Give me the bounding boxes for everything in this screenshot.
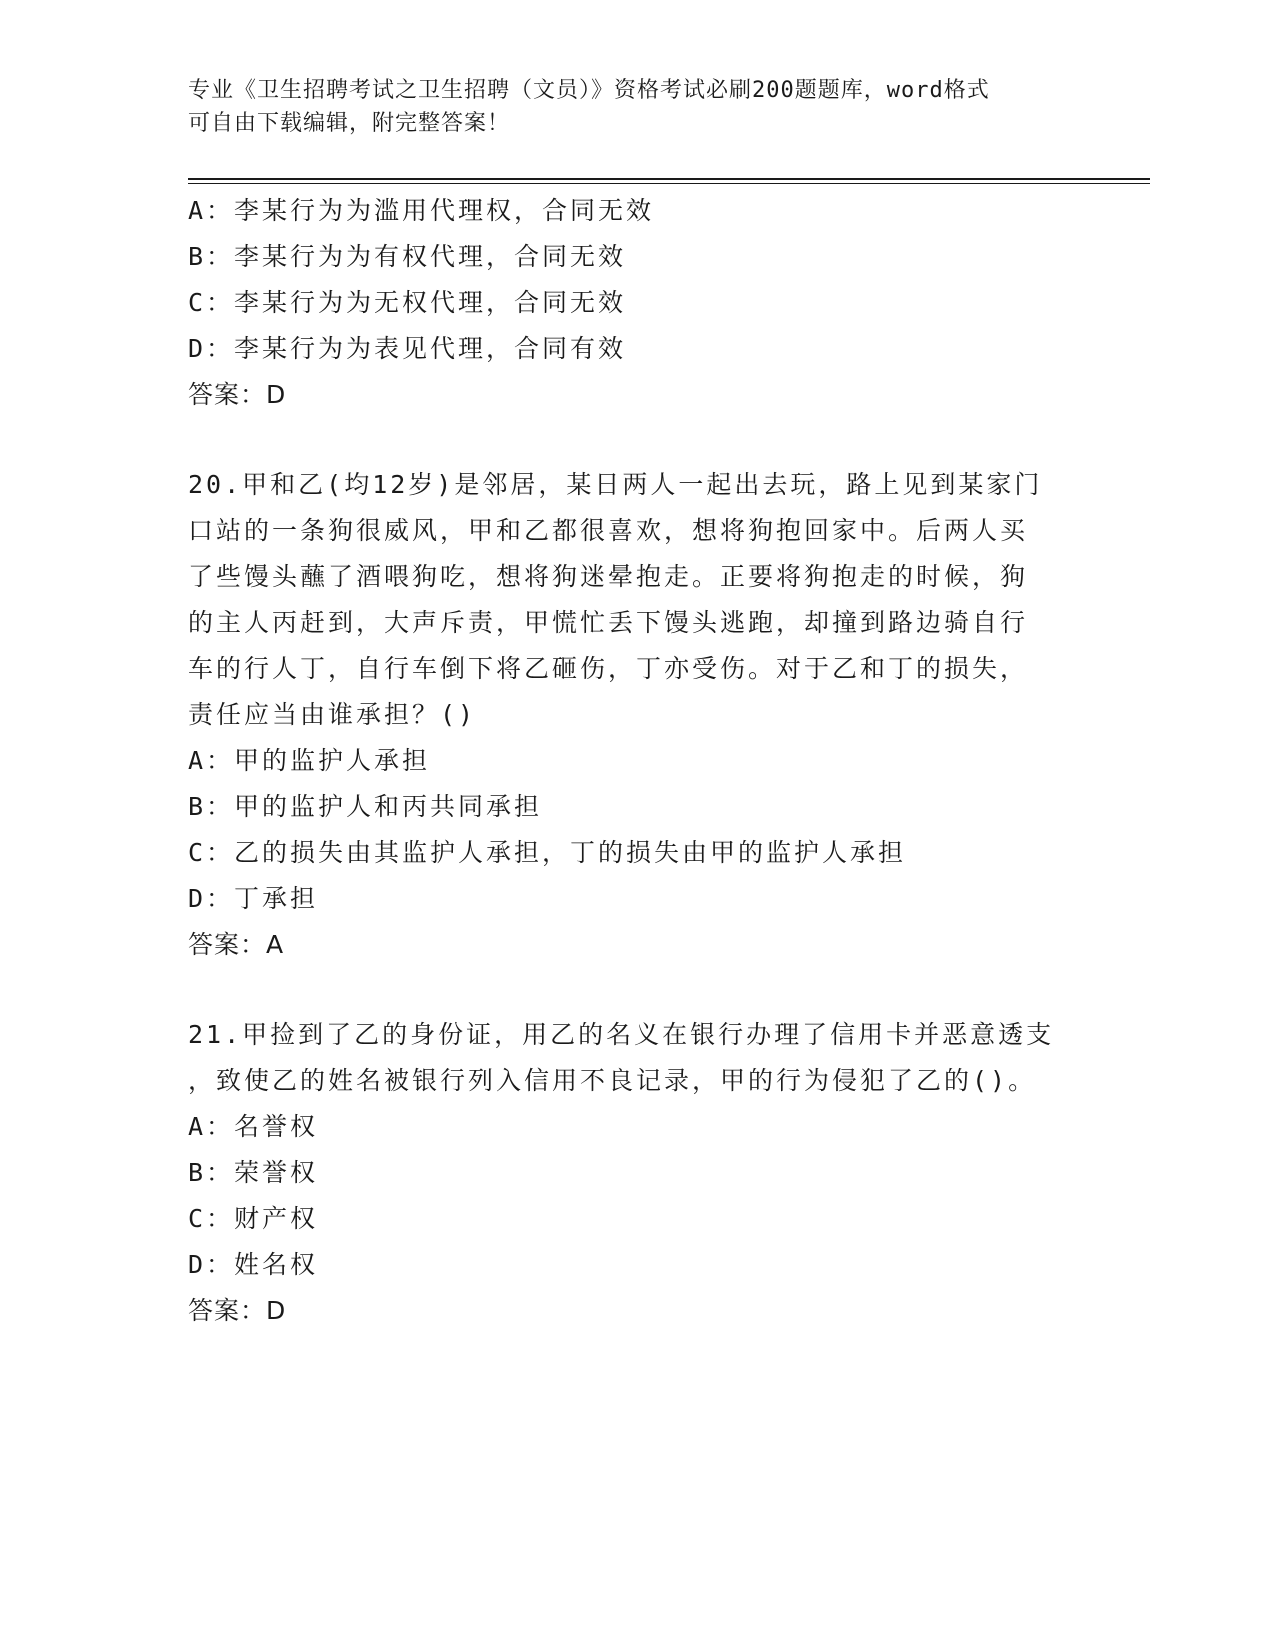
option-a: A：甲的监护人承担 xyxy=(188,746,431,775)
answer-line: 答案：D xyxy=(188,1296,287,1325)
question-text-line: 车的行人丁，自行车倒下将乙砸伤，丁亦受伤。对于乙和丁的损失， xyxy=(188,654,1029,683)
question-block-19 xyxy=(188,188,1078,418)
question-text-line: 20.甲和乙(均12岁)是邻居，某日两人一起出去玩，路上见到某家门 xyxy=(188,470,1043,499)
question-text-line: 的主人丙赶到，大声斥责，甲慌忙丢下馒头逃跑，却撞到路边骑自行 xyxy=(188,608,1029,637)
question-block-21 xyxy=(188,1012,1078,1334)
option-b: B：甲的监护人和丙共同承担 xyxy=(188,792,543,821)
question-text-line: 21.甲捡到了乙的身份证，用乙的名义在银行办理了信用卡并恶意透支 xyxy=(188,1020,1055,1049)
document-header xyxy=(188,74,1088,140)
header-title-line-2: 可自由下载编辑，附完整答案！ xyxy=(188,111,511,136)
option-d: D：姓名权 xyxy=(188,1250,319,1279)
question-block-20 xyxy=(188,462,1078,968)
header-divider-thin xyxy=(188,183,1150,184)
option-b: B：李某行为为有权代理，合同无效 xyxy=(188,242,627,271)
block-spacer xyxy=(188,968,1078,1012)
question-text-line: 责任应当由谁承担？() xyxy=(188,700,477,729)
option-c: C：乙的损失由其监护人承担，丁的损失由甲的监护人承担 xyxy=(188,838,907,867)
option-d: D：李某行为为表见代理，合同有效 xyxy=(188,334,627,363)
question-text-line: ，致使乙的姓名被银行列入信用不良记录，甲的行为侵犯了乙的()。 xyxy=(188,1066,1037,1095)
option-a: A：李某行为为滥用代理权，合同无效 xyxy=(188,196,655,225)
document-body xyxy=(188,188,1078,1334)
question-text-line: 口站的一条狗很威风，甲和乙都很喜欢，想将狗抱回家中。后两人买 xyxy=(188,516,1029,545)
block-spacer xyxy=(188,418,1078,462)
option-d: D：丁承担 xyxy=(188,884,319,913)
header-title-line-1: 专业《卫生招聘考试之卫生招聘（文员）》资格考试必刷200题题库，word格式 xyxy=(188,78,990,103)
question-text-line: 了些馒头蘸了酒喂狗吃，想将狗迷晕抱走。正要将狗抱走的时候，狗 xyxy=(188,562,1029,591)
answer-line: 答案：A xyxy=(188,930,285,959)
header-divider-thick xyxy=(188,178,1150,180)
option-b: B：荣誉权 xyxy=(188,1158,319,1187)
option-a: A：名誉权 xyxy=(188,1112,319,1141)
answer-line: 答案：D xyxy=(188,380,287,409)
option-c: C：财产权 xyxy=(188,1204,319,1233)
option-c: C：李某行为为无权代理，合同无效 xyxy=(188,288,627,317)
